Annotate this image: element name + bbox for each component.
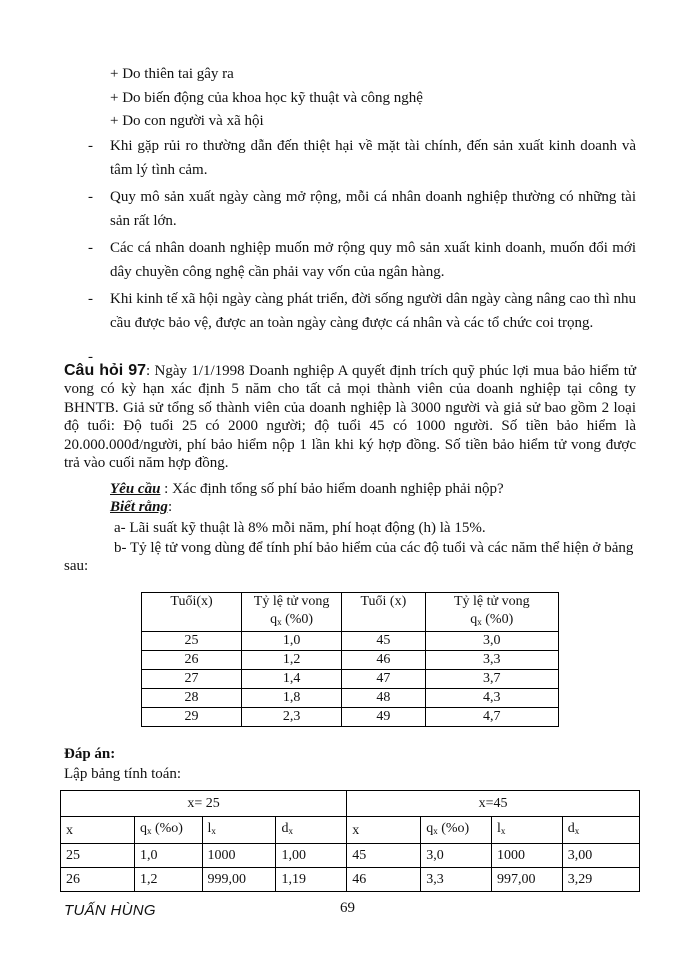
sub-bullet-item: + Do biến động của khoa học kỹ thuật và công nghệ — [110, 89, 423, 106]
cell: 3,3 — [425, 651, 558, 670]
cell: 3,0 — [425, 632, 558, 651]
cell: 1,19 — [276, 868, 347, 892]
cell: 28 — [142, 689, 242, 708]
answer-subtitle: Lập bảng tính toán: — [64, 766, 182, 782]
cell: 46 — [347, 868, 421, 892]
sub-bullet-item: + Do con người và xã hội — [110, 113, 264, 129]
dash-item — [88, 186, 636, 233]
dash-item-text: Khi gặp rủi ro thường dẫn đến thiệt hại về mặt tài chính, đến sản xuất kinh doanh và tâm lý tình cảm. — [110, 138, 636, 178]
dash-item-text: Quy mô sản xuất ngày càng mở rộng, mỗi cá nhân doanh nghiệp thường có những tài sản rất lớn. — [110, 189, 636, 229]
group-x45: x=45 — [347, 791, 640, 817]
dash-marker: - — [88, 240, 93, 256]
mortality-header-row — [142, 593, 559, 632]
known-item-a: a- Lãi suất kỹ thuật là 8% mỗi năm, phí hoạt động (h) là 15%. — [114, 520, 486, 536]
dash-item — [88, 237, 636, 284]
header-death-rate-2: Tỷ lệ tử vong $q_x$ (%0) — [425, 593, 558, 632]
calculation-table — [60, 790, 640, 892]
dash-list — [88, 135, 636, 339]
header-x: x — [61, 817, 135, 844]
cell: 3,3 — [421, 868, 492, 892]
sub-bullet-list — [110, 63, 423, 134]
cell: 26 — [61, 868, 135, 892]
header-qx: $q_x$ (%o) — [134, 817, 202, 844]
header-lx: $l_x$ — [491, 817, 562, 844]
dash-marker: - — [88, 138, 93, 154]
dash-item-text: Các cá nhân doanh nghiệp muốn mở rộng quy mô sản xuất kinh doanh, muốn đổi mới dây chuyền công nghệ cần phải vay vốn của ngân hàng. — [110, 240, 636, 280]
cell: 1,8 — [242, 689, 342, 708]
header-age-2: Tuổi (x) — [342, 593, 425, 632]
cell: 999,00 — [202, 868, 276, 892]
question-text: : Ngày 1/1/1998 Doanh nghiệp A quyết định trích quỹ phúc lợi mua bảo hiểm tử vong có kỳ hạn xác định 5 năm cho tất cả mọi thành viên của doanh nghiệp tại công ty BHNTB. Giả sử tổng số thành viên của doanh nghiệp là 3000 người và giả sử bao gồm 2 loại độ tuổi: Độ tuổi 25 có 2000 người; độ tuổi 45 có 1000 người. Số tiền bảo hiểm là 20.000.000đ/người, phí bảo hiểm nộp 1 lần khi ký hợp đồng. Số tiền bảo hiểm tử vong được trả vào cuối năm hợp đồng. — [64, 363, 636, 472]
cell: 1000 — [491, 844, 562, 868]
known-label-suffix: : — [167, 499, 173, 515]
dash-item — [88, 288, 636, 335]
calc-group-row — [61, 791, 640, 817]
cell: 48 — [342, 689, 425, 708]
cell: 1,4 — [242, 670, 342, 689]
calc-header-row — [61, 817, 640, 844]
question-paragraph — [64, 362, 636, 472]
table-row — [142, 632, 559, 651]
cell: 49 — [342, 708, 425, 727]
known-item-b: b- Tỷ lệ tử vong dùng để tính phí bảo hiểm của các độ tuổi và các năm thể hiện ở bảng sau: — [64, 540, 634, 575]
header-dx: $d_x$ — [276, 817, 347, 844]
cell: 3,00 — [562, 844, 639, 868]
header-lx: $l_x$ — [202, 817, 276, 844]
table-row — [142, 651, 559, 670]
cell: 4,7 — [425, 708, 558, 727]
dash-marker: - — [88, 189, 93, 205]
cell: 3,7 — [425, 670, 558, 689]
header-death-rate: Tỷ lệ tử vong $q_x$ (%0) — [242, 593, 342, 632]
cell: 26 — [142, 651, 242, 670]
table-row — [142, 708, 559, 727]
cell: 1,00 — [276, 844, 347, 868]
cell: 29 — [142, 708, 242, 727]
header-qx: $q_x$ (%o) — [421, 817, 492, 844]
dash-marker: - — [88, 291, 93, 307]
answer-title: Đáp án: — [64, 746, 116, 762]
cell: 45 — [347, 844, 421, 868]
cell: 3,0 — [421, 844, 492, 868]
footer-author: TUẤN HÙNG — [64, 902, 156, 919]
cell: 25 — [61, 844, 135, 868]
cell: 1,0 — [134, 844, 202, 868]
cell: 1000 — [202, 844, 276, 868]
table-row — [61, 844, 640, 868]
cell: 2,3 — [242, 708, 342, 727]
cell: 997,00 — [491, 868, 562, 892]
cell: 45 — [342, 632, 425, 651]
cell: 1,2 — [134, 868, 202, 892]
dash-item-text: Khi kinh tế xã hội ngày càng phát triển, đời sống người dân ngày càng nâng cao thì nhu cầu được bảo vệ, được an toàn ngày càng được cá nhân và các tổ chức coi trọng. — [110, 291, 636, 331]
table-row — [61, 868, 640, 892]
cell: 1,0 — [242, 632, 342, 651]
page-number: 69 — [340, 900, 355, 916]
cell: 1,2 — [242, 651, 342, 670]
mortality-table — [141, 592, 559, 727]
cell: 3,29 — [562, 868, 639, 892]
requirement-label: Yêu cầu — [110, 481, 161, 497]
cell: 27 — [142, 670, 242, 689]
cell: 46 — [342, 651, 425, 670]
question-label: Câu hỏi 97 — [64, 362, 147, 379]
requirement-text: : Xác định tổng số phí bảo hiểm doanh nghiệp phải nộp? — [160, 481, 504, 497]
sub-bullet-item: + Do thiên tai gây ra — [110, 66, 234, 82]
dash-item — [88, 135, 636, 182]
group-x25: x= 25 — [61, 791, 347, 817]
header-x: x — [347, 817, 421, 844]
known-label: Biết rằng — [110, 499, 168, 515]
header-age: Tuổi(x) — [142, 593, 242, 632]
table-row — [142, 670, 559, 689]
requirement-line — [110, 480, 504, 498]
empty-dash-marker: - — [88, 349, 93, 365]
cell: 4,3 — [425, 689, 558, 708]
header-dx: $d_x$ — [562, 817, 639, 844]
cell: 47 — [342, 670, 425, 689]
table-row — [142, 689, 559, 708]
known-heading — [110, 498, 172, 516]
cell: 25 — [142, 632, 242, 651]
